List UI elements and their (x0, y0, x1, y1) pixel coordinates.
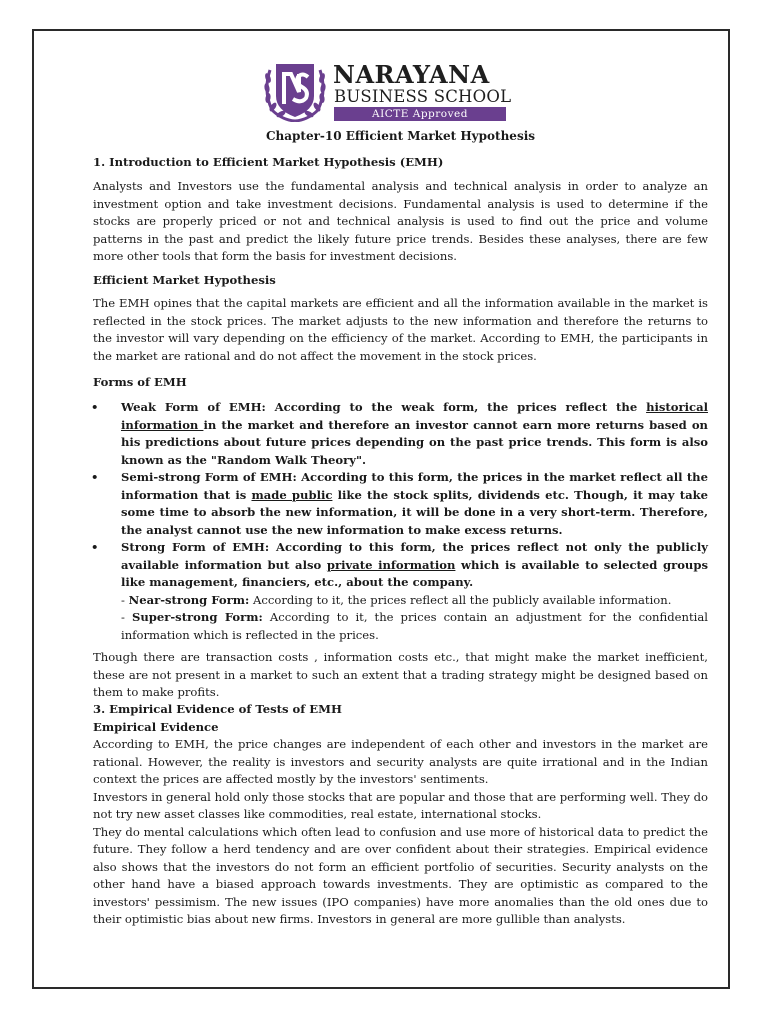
evidence-subheading: Empirical Evidence (93, 719, 219, 734)
evidence-paragraph-1: According to EMH, the price changes are independent of each other and investors in the market are rational. However, the reality is investors and security analysts are quite irrational and in the Indian context the prices are affected mostly by the investors' sentiments. (93, 737, 708, 786)
emh-paragraph: The EMH opines that the capital markets are efficient and all the information available in the market is reflected in the stock prices. The market adjusts to the new information and therefore the returns to the investor will vary depending on the efficiency of the market. According to EMH, the participants in the market are rational and do not affect the movement in the stock prices. (93, 296, 708, 363)
bullet: • (91, 540, 99, 554)
intro-heading: 1. Introduction to Efficient Market Hypothesis (EMH) (93, 155, 444, 169)
bullet: • (91, 470, 99, 484)
bullet: • (91, 400, 99, 414)
school-emblem-icon (262, 60, 328, 122)
school-subtitle: BUSINESS SCHOOL (334, 87, 512, 106)
evidence-paragraph-3: They do mental calculations which often lead to confusion and use more of historical data to predict the future. They follow a herd tendency and are over confident about their strategies. Empirical evidence also shows that the investors do not form an efficient portfolio of securities. Security analysts on the other hand have a biased approach towards investments. They are optimistic as compared to the investors' pessimism. The new issues (IPO companies) have more anomalies than the old ones due to their optimistic bias about new firms. Investors in general are more gullible than analysts. (93, 824, 708, 926)
list-item-weak-form: • Weak Form of EMH: According to the weak form, the prices reflect the historical information in the market and therefore an investor cannot earn more returns based on his predictions about future prices depending on the past price trends. This form is also known as the "Random Walk Theory". (91, 400, 708, 467)
intro-paragraph: Analysts and Investors use the fundamental analysis and technical analysis in order to analyze an investment option and take investment decisions. Fundamental analysis is used to determine if the stocks are properly priced or not and technical analysis is used to find out the price and volume patterns in the past and predict the likely future price trends. Besides these analyses, there are few more other tools that form the basis for investment decisions. (93, 179, 708, 263)
evidence-heading: 3. Empirical Evidence of Tests of EMH (93, 702, 342, 716)
near-strong-form-item: - Near-strong Form: According to it, the prices reflect all the publicly available information. (121, 592, 672, 607)
aicte-badge: AICTE Approved (334, 107, 506, 121)
chapter-title: Chapter-10 Efficient Market Hypothesis (265, 129, 536, 143)
underlined-private-information: private information (326, 557, 456, 572)
list-item-semi-strong-form: • Semi-strong Form of EMH: According to this form, the prices in the market reflect all the information that is made public like the stock splits, dividends etc. Though, it may take some time to absorb the new information, it will be done in a very short-term. Therefore, the analyst cannot use the new information to make excess returns. (91, 470, 708, 537)
super-strong-form-item: - Super-strong Form: According to it, the prices contain an adjustment for the confidential information which is reflected in the prices. (121, 610, 708, 642)
school-name: NARAYANA (333, 60, 490, 89)
forms-heading: Forms of EMH (93, 375, 187, 389)
evidence-paragraph-2: Investors in general hold only those stocks that are popular and those that are performing well. They do not try new asset classes like commodities, real estate, international stocks. (93, 789, 708, 821)
emh-heading: Efficient Market Hypothesis (93, 273, 276, 287)
school-logo (262, 60, 512, 122)
list-item-strong-form: • Strong Form of EMH: According to this form, the prices reflect not only the publicly available information but also private information which is available to selected groups like management, financiers, etc., about the company. - Near-strong Form: According to it, the prices reflect all the publicly available information. - Super-strong Form: According to it, the prices contain an adjustment for the confidential information which is reflected in the prices. (93, 539, 708, 644)
forms-list (93, 399, 708, 644)
though-paragraph: Though there are transaction costs , information costs etc., that might make the market inefficient, these are not present in a market to such an extent that a trading strategy might be designed based on them to make profits. (93, 650, 708, 699)
underlined-historical-information: historical information (121, 400, 708, 432)
underlined-made-public: made public (251, 487, 333, 502)
